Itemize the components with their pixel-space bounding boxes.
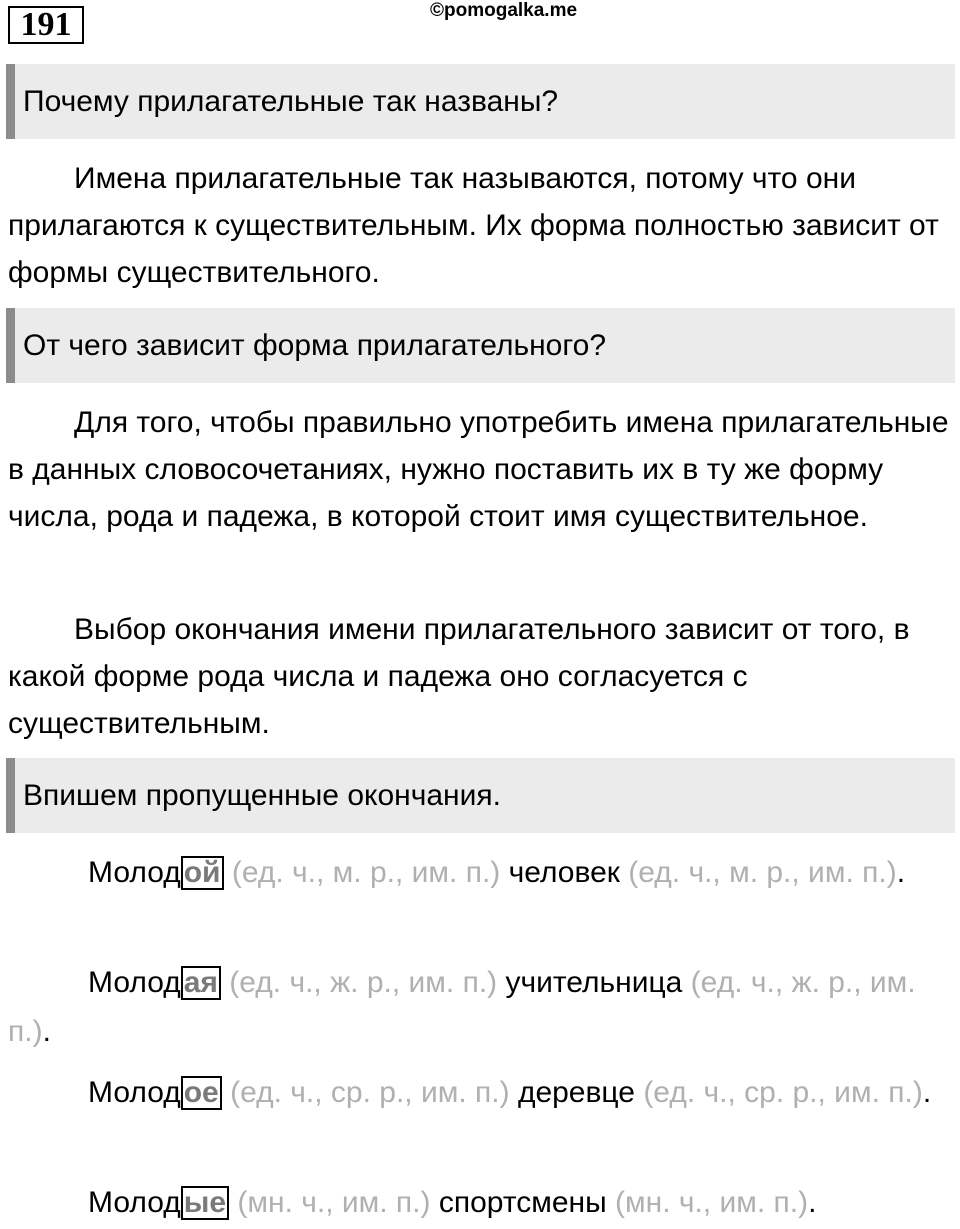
adjective-stem: Молод xyxy=(88,966,181,999)
answer-paragraph-2: Для того, чтобы правильно употребить имена прилагательные в данных словосочетаниях, нужно поставить их в ту же форму числа, рода и падежа, в которой стоит имя существительное. xyxy=(8,406,949,533)
answer-paragraph-3: Выбор окончания имени прилагательного зависит от того, в какой форме рода числа и падежа оно согласуется с существительным. xyxy=(8,613,910,740)
adjective-stem: Молод xyxy=(88,1186,181,1219)
noun: человек xyxy=(508,856,620,889)
adjective-grammar-note: (ед. ч., м. р., им. п.) xyxy=(231,856,501,889)
adjective-ending: ые xyxy=(181,1186,229,1220)
noun-grammar-note: (ед. ч., ж. р., им. п.) xyxy=(8,966,916,1048)
noun: спортсмены xyxy=(438,1186,607,1219)
sentence-end: . xyxy=(808,1186,817,1219)
noun-grammar-note: (мн. ч., им. п.) xyxy=(615,1186,809,1219)
adjective-stem: Молод xyxy=(88,1076,181,1109)
sentence-end: . xyxy=(42,1015,51,1048)
task-number: 191 xyxy=(8,6,84,44)
adjective-grammar-note: (ед. ч., ж. р., им. п.) xyxy=(229,966,498,999)
noun-grammar-note: (ед. ч., ср. р., им. п.) xyxy=(643,1076,923,1109)
answer-paragraph-1: Имена прилагательные так называются, потому что они прилагаются к существительным. Их форма полностью зависит от формы существительного. xyxy=(8,162,939,289)
sentence-end: . xyxy=(922,1076,932,1109)
adjective-grammar-note: (мн. ч., им. п.) xyxy=(237,1186,431,1219)
adjective-ending: ая xyxy=(181,966,221,1000)
watermark: ©pomogalka.me xyxy=(430,0,578,21)
adjective-ending: ое xyxy=(181,1076,222,1110)
example-line xyxy=(8,848,953,897)
example-line xyxy=(8,1178,953,1227)
noun: деревце xyxy=(517,1076,635,1109)
sentence-end: . xyxy=(896,856,906,889)
adjective-stem: Молод xyxy=(88,856,181,889)
adjective-ending: ой xyxy=(181,856,224,890)
example-line xyxy=(8,1068,953,1117)
example-line xyxy=(8,958,953,1056)
noun: учительница xyxy=(505,966,683,999)
noun-grammar-note: (ед. ч., м. р., им. п.) xyxy=(628,856,897,889)
question-heading-3: Впишем пропущенные окончания. xyxy=(6,758,955,833)
question-heading-2: От чего зависит форма прилагательного? xyxy=(6,308,955,383)
adjective-grammar-note: (ед. ч., ср. р., им. п.) xyxy=(230,1076,510,1109)
question-heading-1: Почему прилагательные так названы? xyxy=(6,64,955,139)
